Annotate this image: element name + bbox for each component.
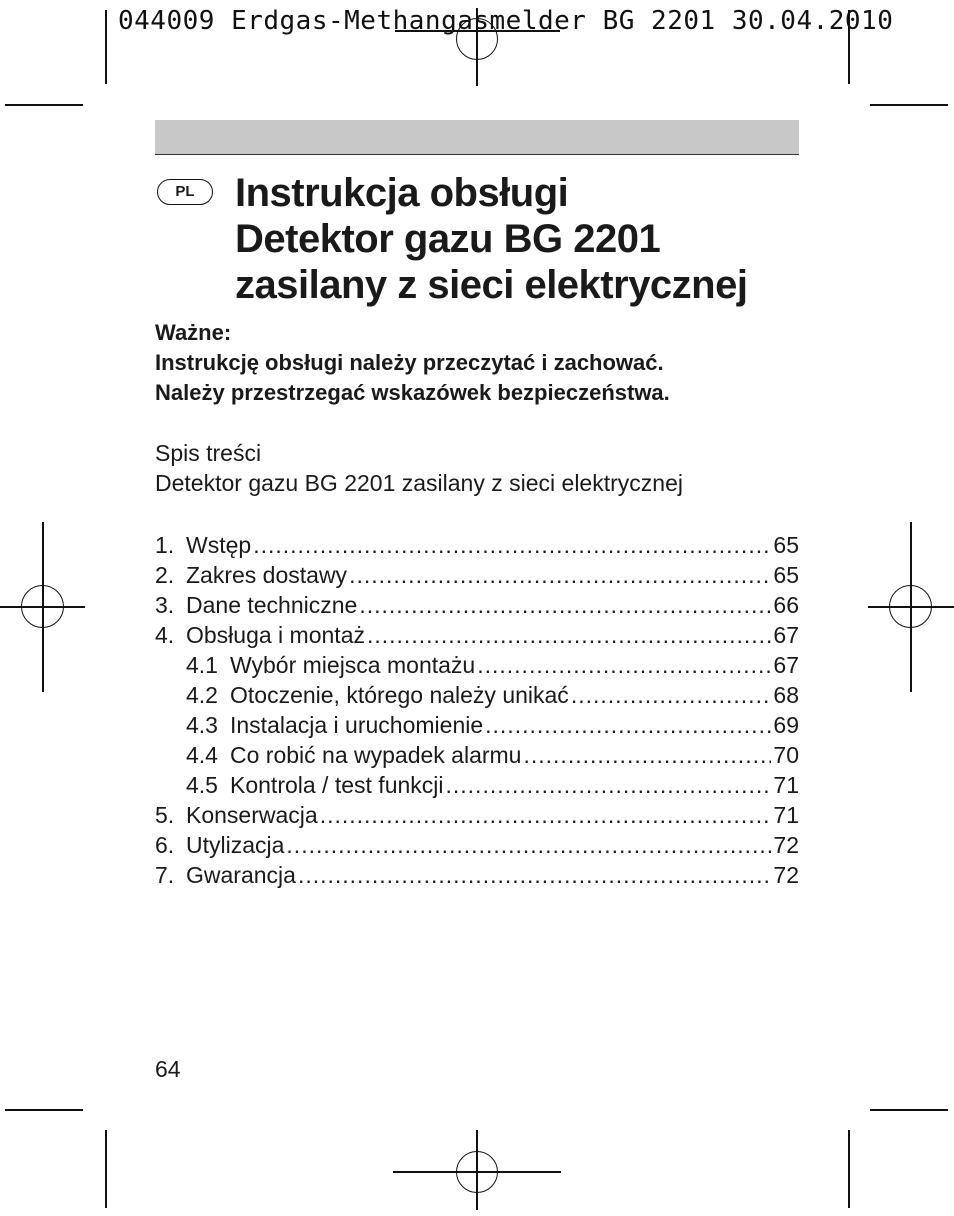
toc-entry-page: 71: [773, 772, 799, 798]
registration-mark-bottom-circle: [456, 1151, 498, 1193]
toc-entry-number: 7.: [155, 862, 175, 888]
toc-leader-dots: [298, 860, 771, 890]
toc-entry-label: Zakres dostawy: [186, 562, 348, 588]
important-notice: [155, 318, 670, 408]
toc-intro: [155, 438, 683, 498]
toc-entry-page: 72: [773, 832, 799, 858]
toc-leader-dots: [253, 530, 771, 560]
toc-entry-page: 67: [773, 622, 799, 648]
toc-subheading: Detektor gazu BG 2201 zasilany z sieci elektrycznej: [155, 470, 683, 496]
crop-mark-top-left-vertical: [105, 10, 107, 84]
toc-entry-label: Kontrola / test funkcji: [230, 772, 444, 798]
toc-entry-number: 6.: [155, 832, 175, 858]
toc-entry-page: 67: [773, 652, 799, 678]
language-badge: PL: [157, 179, 213, 205]
toc-entry-page: 65: [773, 532, 799, 558]
print-header-line: 044009 Erdgas-Methangasmelder BG 2201 30.04.2010: [118, 6, 894, 36]
title-line-2: Detektor gazu BG 2201: [235, 217, 661, 261]
toc-entry-label: Instalacja i uruchomienie: [230, 712, 484, 738]
toc-leader-dots: [359, 590, 771, 620]
important-heading: Ważne:: [155, 320, 232, 345]
toc-entry-label: Wybór miejsca montażu: [230, 652, 476, 678]
toc-subentry[interactable]: [155, 770, 799, 800]
toc-leader-dots: [286, 830, 771, 860]
crop-mark-bottom-right-vertical: [848, 1130, 850, 1208]
toc-entry-number: 2.: [155, 562, 175, 588]
toc-entry[interactable]: [155, 860, 799, 890]
toc-entry[interactable]: [155, 560, 799, 590]
toc-entry-page: 65: [773, 562, 799, 588]
toc-entry-number: 4.4: [186, 742, 218, 768]
toc-entry-label: Dane techniczne: [186, 592, 358, 618]
toc-leader-dots: [523, 740, 771, 770]
registration-mark-right-circle: [889, 585, 932, 628]
toc-entry-number: 4.: [155, 622, 175, 648]
important-line-1: Instrukcję obsługi należy przeczytać i zachować.: [155, 350, 664, 375]
toc-heading: Spis treści: [155, 440, 262, 466]
table-of-contents: [155, 530, 799, 890]
crop-mark-top-right-horizontal: [870, 104, 948, 106]
toc-entry[interactable]: [155, 620, 799, 650]
toc-leader-dots: [367, 620, 771, 650]
toc-entry-page: 66: [773, 592, 799, 618]
toc-entry-page: 72: [773, 862, 799, 888]
crop-mark-bottom-right-horizontal: [870, 1109, 948, 1111]
crop-mark-bottom-left-horizontal: [5, 1109, 83, 1111]
toc-entry-label: Wstęp: [186, 532, 252, 558]
section-banner: [155, 120, 799, 155]
toc-entry-page: 70: [773, 742, 799, 768]
toc-entry-number: 3.: [155, 592, 175, 618]
toc-entry-page: 68: [773, 682, 799, 708]
registration-mark-left-circle: [21, 585, 64, 628]
crop-mark-top-left-horizontal: [5, 104, 83, 106]
toc-entry-label: Utylizacja: [186, 832, 285, 858]
toc-entry-number: 4.3: [186, 712, 218, 738]
toc-entry-label: Gwarancja: [186, 862, 296, 888]
toc-entry[interactable]: [155, 830, 799, 860]
page-title: [235, 170, 747, 308]
toc-subentry[interactable]: [155, 710, 799, 740]
important-line-2: Należy przestrzegać wskazówek bezpieczeństwa.: [155, 380, 670, 405]
toc-entry-label: Otoczenie, którego należy unikać: [230, 682, 569, 708]
toc-entry-number: 5.: [155, 802, 175, 828]
toc-entry[interactable]: [155, 800, 799, 830]
toc-entry-number: 4.1: [186, 652, 218, 678]
crop-mark-bottom-left-vertical: [105, 1130, 107, 1208]
toc-entry-label: Konserwacja: [186, 802, 318, 828]
toc-leader-dots: [571, 680, 772, 710]
toc-entry-number: 4.5: [186, 772, 218, 798]
toc-leader-dots: [349, 560, 771, 590]
toc-entry[interactable]: [155, 530, 799, 560]
toc-entry-number: 4.2: [186, 682, 218, 708]
toc-entry-page: 71: [773, 802, 799, 828]
toc-entry-label: Obsługa i montaż: [186, 622, 365, 648]
toc-leader-dots: [485, 710, 771, 740]
toc-subentry[interactable]: [155, 650, 799, 680]
page-number: 64: [155, 1056, 181, 1082]
toc-subentry[interactable]: [155, 680, 799, 710]
toc-entry-page: 69: [773, 712, 799, 738]
toc-entry[interactable]: [155, 590, 799, 620]
toc-leader-dots: [446, 770, 772, 800]
title-line-3: zasilany z sieci elektrycznej: [235, 263, 748, 307]
toc-entry-number: 1.: [155, 532, 175, 558]
toc-subentry[interactable]: [155, 740, 799, 770]
toc-leader-dots: [477, 650, 771, 680]
toc-leader-dots: [320, 800, 772, 830]
title-line-1: Instrukcja obsługi: [235, 171, 569, 215]
toc-entry-label: Co robić na wypadek alarmu: [230, 742, 522, 768]
